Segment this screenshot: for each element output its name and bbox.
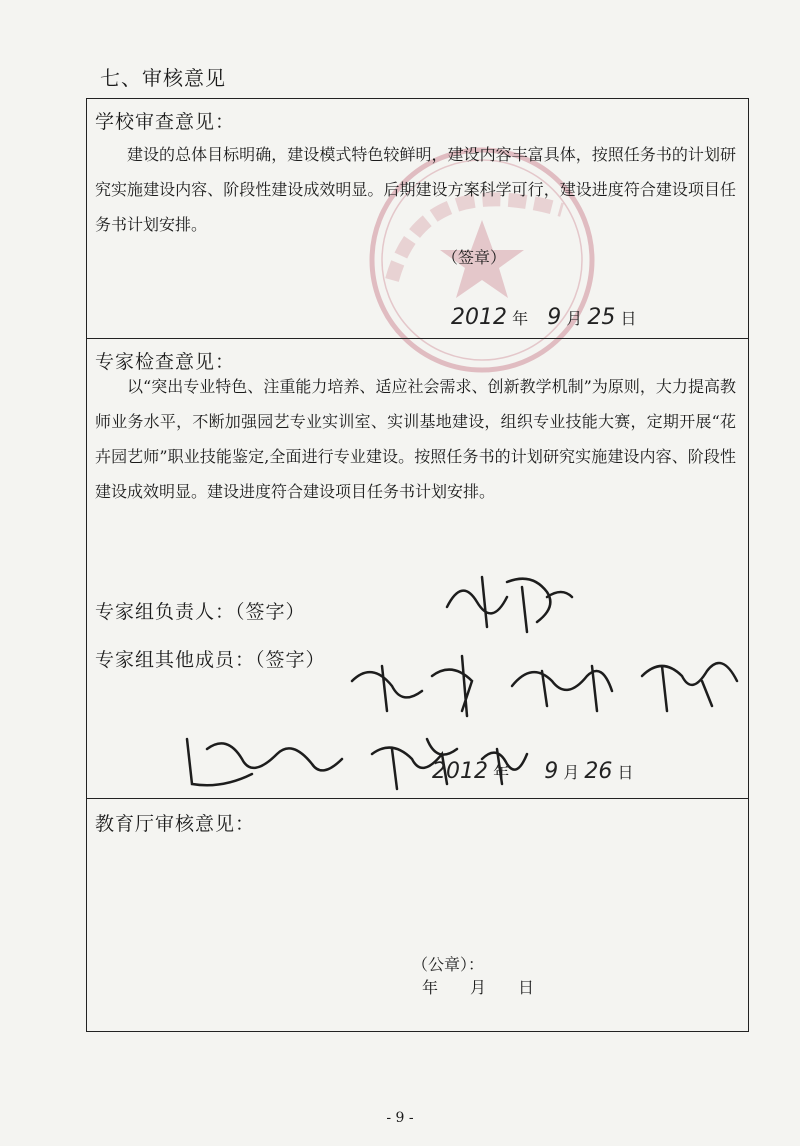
handwritten-day: 26: [584, 759, 613, 784]
handwritten-year: 2012: [451, 305, 507, 330]
education-review-date: 年 月 日: [422, 978, 535, 997]
expert-review-date: [432, 759, 634, 784]
leader-signature-label: 专家组负责人：（签字）: [95, 601, 306, 623]
school-review-section: [87, 99, 748, 339]
day-unit: 日: [620, 309, 637, 328]
handwritten-year: 2012: [432, 759, 488, 784]
expert-review-section: [87, 339, 748, 799]
year-unit: 年: [493, 763, 510, 782]
school-review-text: 建设的总体目标明确，建设模式特色较鲜明，建设内容丰富具体，按照任务书的计划研究实施建设内容、阶段性建设成效明显。后期建设方案科学可行，建设进度符合建设项目任务书计划安排。: [95, 145, 736, 234]
page-number: - 9 -: [386, 1110, 414, 1126]
handwritten-day: 25: [587, 305, 616, 330]
school-review-title: 学校审查意见：: [95, 111, 236, 133]
members-signature-label: 专家组其他成员：（签字）: [95, 649, 326, 671]
expert-review-text: 以“突出专业特色、注重能力培养、适应社会需求、创新教学机制”为原则，大力提高教师业务水平，不断加强园艺专业实训室、实训基地建设，组织专业技能大赛，定期开展“花卉园艺师”职业技能鉴定,全面进行专业建设。按照任务书的计划研究实施建设内容、阶段性建设成效明显。建设进度符合建设项目任务书计划安排。: [95, 377, 736, 501]
expert-review-title: 专家检查意见：: [95, 351, 236, 373]
review-table: [86, 98, 749, 1032]
day-unit: 日: [617, 763, 634, 782]
education-review-section: [87, 799, 748, 1032]
month-unit: 月: [566, 309, 583, 328]
leader-signature: [437, 567, 577, 637]
official-stamp-label: （公章）：: [412, 955, 485, 974]
education-review-title: 教育厅审核意见：: [95, 813, 256, 835]
section-heading: 七、审核意见: [100, 66, 226, 90]
handwritten-month: 9: [547, 305, 562, 330]
handwritten-month: 9: [544, 759, 559, 784]
school-review-date: [451, 305, 637, 330]
school-stamp-label: （签章）: [442, 248, 507, 267]
member-signatures-row1: [342, 651, 742, 721]
month-unit: 月: [563, 763, 580, 782]
year-unit: 年: [512, 309, 529, 328]
